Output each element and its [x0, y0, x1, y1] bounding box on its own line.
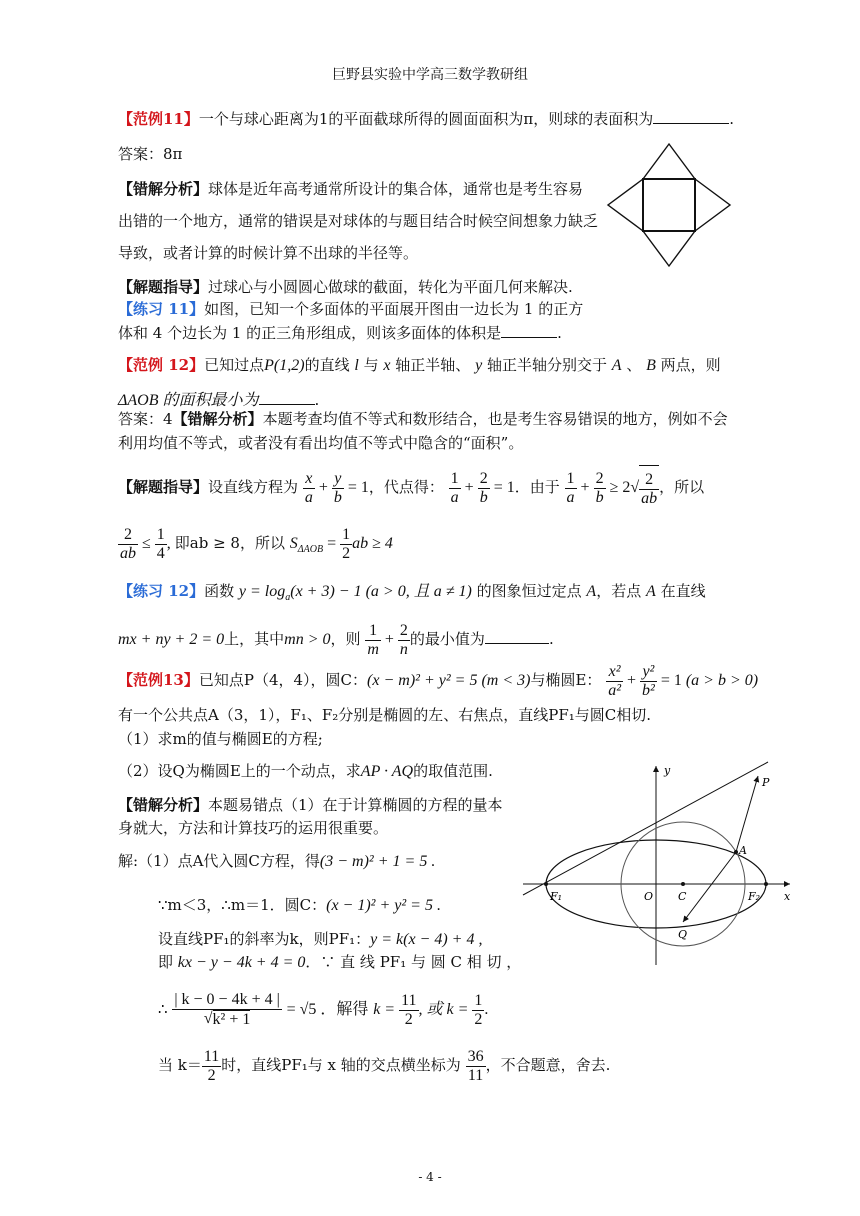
text: 设直线PF₁的斜率为k，则PF₁：: [158, 930, 371, 948]
example-11-tag: 【范例11】: [118, 110, 199, 128]
label-o: O: [644, 890, 654, 903]
condition: (a > b > 0): [685, 672, 759, 689]
fraction: $\frac{\text{y²}}{\text{b²}}$: [642, 662, 655, 699]
example-13-error-line1: [118, 794, 503, 815]
fraction: $\frac{1}{4}$: [156, 525, 165, 562]
fraction: $\frac{2}{ab}$: [120, 525, 136, 562]
point-a: A: [586, 583, 597, 600]
text: 时，直线PF₁与 x 轴的交点横坐标为: [221, 1056, 461, 1074]
solution-line5: ∴ $\frac{| k - 0 - 4k + 4 |}{\text{√k² + 1}}$ = √5 ．解得 k = $\frac{11}{2}$ , 或 k = $\frac{1}{2}$ .: [158, 991, 489, 1028]
text: ∵m＜3，∴m＝1．圆C：: [158, 896, 327, 914]
equation: y = k(x − 4) + 4 ,: [370, 931, 483, 948]
fraction: $\frac{| k - 0 - 4k + 4 |}{\text{√k² + 1}}$: [174, 991, 280, 1028]
solution-line1: [118, 850, 435, 871]
text: 的直线: [304, 356, 350, 374]
label-q: Q: [678, 928, 688, 941]
fraction: $\frac{2}{n}$: [399, 621, 408, 658]
example-13-error-line2: 身就大，方法和计算技巧的运用很重要。: [118, 819, 389, 837]
practice-11-tag: 【练习 11】: [118, 300, 205, 318]
text: ，则: [330, 630, 361, 648]
label-p: P: [762, 776, 770, 789]
fraction: $\frac{1}{a}$: [450, 469, 459, 506]
text: 与: [363, 356, 379, 374]
label-a: A: [739, 844, 747, 857]
example-13-tag: 【范例13】: [118, 671, 199, 689]
example-11-error-line2: 出错的一个地方，通常的错误是对球体的与题目结合时候空间想象力缺乏: [118, 212, 599, 230]
var-y: y: [475, 357, 483, 374]
net-square: [643, 179, 695, 231]
point-a: A: [646, 583, 656, 600]
equation: kx − y − 4k + 4 = 0: [177, 954, 306, 971]
net-triangle-right: [695, 179, 730, 231]
ellipse-circle-figure: [518, 760, 798, 970]
focus-f1-dot: [544, 882, 548, 886]
answer-blank: [259, 404, 315, 405]
example-11-answer: 答案：8π: [118, 145, 183, 163]
text: ∴: [158, 1000, 168, 1018]
text: 解:（1）点A代入圆C方程，得: [118, 852, 320, 870]
page-number: - 4 -: [418, 1170, 442, 1184]
text: （2）设Q为椭圆E上的一个动点，求: [118, 762, 361, 780]
point-p: P(1,2): [264, 357, 305, 374]
example-13-q2: [118, 760, 493, 781]
text: 轴正半轴、: [395, 356, 471, 374]
fraction: $\frac{36}{11}$: [467, 1047, 484, 1084]
error-analysis-tag: 【错解分析】: [172, 410, 263, 428]
error-analysis-text: 本题考查均值不等式和数形结合，也是考生容易错误的地方，例如不会: [262, 410, 728, 428]
vector-product: AP · AQ: [360, 763, 414, 780]
text: 的图象恒过定点: [476, 582, 582, 600]
practice-12-tag: 【练习 12】: [118, 582, 205, 600]
practice-12-line2: mx + ny + 2 = 0上，其中mn > 0，则 $\frac{1}{m}$ + $\frac{2}{n}$ 的最小值为 .: [118, 621, 554, 658]
condition: mn > 0: [284, 631, 331, 648]
text: 的最小值为: [409, 630, 485, 648]
fraction: $\frac{y}{b}$: [333, 469, 342, 506]
practice-11-text: 如图，已知一个多面体的平面展开图由一边长为 1 的正方: [204, 300, 584, 318]
text: 已知过点: [204, 356, 265, 374]
question-text: ΔAOB 的面积最小为: [118, 392, 259, 409]
answer: 答案：4: [118, 410, 173, 428]
text: ，若点: [596, 582, 642, 600]
area-symbol: $S_{\Delta AOB}$: [289, 535, 324, 556]
error-analysis-text: 本题易错点（1）在于计算椭圆的方程的量本: [208, 796, 503, 814]
error-analysis-tag: 【错解分析】: [118, 180, 209, 198]
practice-11-text2: 体和 4 个边长为 1 的正三角形组成，则该多面体的体积是: [118, 324, 502, 342]
focus-f2-dot: [764, 882, 768, 886]
example-12-guide-line1: 【解题指导】设直线方程为 $\frac{x}{a}$ + $\frac{y}{b}$ = 1，代点得： $\frac{1}{a}$ + $\frac{2}{b}$ = 1．由于 $\frac{1}{a}$ + $\frac{2}{b}$ ≥ 2√ $\frac{2}{ab}$ ，所以: [118, 464, 704, 512]
fraction: $\frac{2}{ab}$: [641, 471, 658, 507]
line-l: l: [354, 357, 359, 374]
solution-line6: [158, 1042, 610, 1088]
point-a-dot: [734, 850, 738, 854]
practice-11-line1: [118, 298, 583, 319]
line-equation: mx + ny + 2 = 0: [118, 631, 225, 648]
error-analysis-text: 球体是近年高考通常所设计的集合体，通常也是考生容易: [208, 180, 584, 198]
text: ，不合题意，舍去.: [485, 1056, 611, 1074]
solution-line4: [158, 951, 521, 972]
text: ，所以: [659, 478, 705, 496]
y-axis-label: y: [664, 764, 671, 777]
fraction: $\frac{1}{2}$: [342, 525, 351, 562]
fraction: $\frac{1}{2}$: [474, 991, 483, 1028]
text: 两点，则: [660, 356, 721, 374]
example-12-answer-line: [118, 408, 728, 429]
net-triangle-bottom: [643, 231, 695, 266]
example-13-line1: 【范例13】已知点P（4，4），圆C：(x − m)² + y² = 5 (m < 3)与椭圆E： $\frac{\text{x²}}{\text{a²}}$ + $\frac{\text{y²}}{\text{b²}}$ = 1 (a > b > 0): [118, 662, 759, 699]
text: 设直线方程为: [208, 478, 299, 496]
equation: (3 − m)² + 1 = 5 .: [319, 853, 436, 870]
text: 即ab ≥ 8，所以: [174, 534, 285, 552]
example-13-line2: 有一个公共点A（3，1），F₁、F₂分别是椭圆的左、右焦点，直线PF₁与圆C相切.: [118, 706, 652, 724]
solution-line3: [158, 928, 482, 949]
text: 即: [158, 953, 174, 971]
circle-equation: (x − m)² + y² = 5 (m < 3): [367, 672, 531, 689]
k-var: k =: [373, 1001, 400, 1018]
net-triangle-left: [608, 179, 643, 231]
practice-11-line2: 体和 4 个边长为 1 的正三角形组成，则该多面体的体积是 .: [118, 324, 562, 342]
answer-blank: [485, 643, 549, 644]
example-12-error-line2: 利用均值不等式，或者没有看出均值不等式中隐含的“面积”。: [118, 434, 524, 452]
fraction: $\frac{\text{x²}}{\text{a²}}$: [608, 662, 621, 699]
page-header: 巨野县实验中学高三数学教研组: [332, 67, 528, 83]
label-f2: F₂: [748, 890, 761, 903]
polyhedron-net-figure: [606, 142, 732, 268]
example-11-error-line3: 导致，或者计算的时候计算不出球的半径等。: [118, 244, 419, 262]
text: 与椭圆E：: [530, 671, 602, 689]
fraction: $\frac{1}{m}$: [367, 621, 379, 658]
example-12-line2: ΔAOB 的面积最小为 .: [118, 391, 320, 409]
fraction: $\frac{x}{a}$: [304, 469, 313, 506]
answer-blank: [501, 337, 557, 338]
fraction: $\frac{2}{b}$: [479, 469, 488, 506]
text: = √5 ．解得: [286, 1001, 369, 1018]
text: 的取值范围.: [413, 762, 493, 780]
text: 已知点P（4，4），圆C：: [198, 671, 368, 689]
point-a: A: [611, 357, 622, 374]
guide-text: 过球心与小圆圆心做球的截面，转化为平面几何来解决.: [208, 278, 573, 296]
example-11-question: 【范例11】一个与球心距离为1的平面截球所得的圆面面积为π，则球的表面积为 .: [118, 110, 735, 128]
or-k: , 或 k =: [418, 1001, 473, 1018]
example-11-guide: [118, 276, 573, 297]
vector-ap: [736, 776, 758, 852]
guide-tag: 【解题指导】: [118, 278, 209, 296]
practice-12-line1: [118, 578, 706, 603]
fraction: $\frac{11}{2}$: [203, 1047, 220, 1084]
text: 轴正半轴分别交于: [486, 356, 607, 374]
text: 当 k＝: [158, 1056, 202, 1074]
example-11-text: 一个与球心距离为1的平面截球所得的圆面面积为π，则球的表面积为: [198, 110, 654, 128]
equation: (x − 1)² + y² = 5 .: [326, 897, 441, 914]
text: ，代点得：: [368, 478, 444, 496]
var-x: x: [383, 357, 391, 374]
label-f1: F₁: [550, 890, 563, 903]
solution-line2: [158, 894, 441, 915]
example-12-line1: 【范例 12】已知过点P(1,2)的直线 l 与 x 轴正半轴、 y 轴正半轴分别交于 A 、 B 两点，则: [118, 356, 721, 374]
text: ab ≥ 4: [352, 535, 393, 552]
text: 函数: [204, 582, 235, 600]
example-12-guide-line2: $\frac{2}{ab}$ ≤ $\frac{1}{4}$ , 即ab ≥ 8，所以 $S_{\Delta AOB}$ = $\frac{1}{2}$ ab ≥ 4: [120, 525, 393, 562]
text: 在直线: [660, 582, 706, 600]
fraction: $\frac{1}{a}$: [566, 469, 575, 506]
label-c: C: [678, 890, 687, 903]
text: ．∵ 直 线 PF₁ 与 圆 C 相 切 ，: [305, 953, 522, 971]
tangent-line-pf1: [523, 762, 768, 895]
fraction: $\frac{2}{b}$: [595, 469, 604, 506]
guide-tag: 【解题指导】: [118, 478, 209, 496]
answer-blank: [653, 123, 729, 124]
text: 上，其中: [224, 630, 285, 648]
example-13-q1: （1）求m的值与椭圆E的方程;: [118, 730, 323, 748]
example-11-error-line1: [118, 178, 583, 199]
sqrt: [639, 465, 659, 512]
vector-aq: [683, 852, 736, 922]
net-triangle-top: [643, 144, 695, 179]
fraction: $\frac{11}{2}$: [401, 991, 417, 1028]
x-axis-label: x: [784, 890, 791, 903]
center-c-dot: [681, 882, 685, 886]
function-formula: $y = \log_a(x + 3) - 1$ (a > 0, 且 a ≠ 1): [238, 583, 472, 604]
example-12-tag: 【范例 12】: [118, 356, 205, 374]
point-b: B: [646, 357, 656, 374]
error-analysis-tag: 【错解分析】: [118, 796, 209, 814]
text: ．由于: [514, 478, 560, 496]
